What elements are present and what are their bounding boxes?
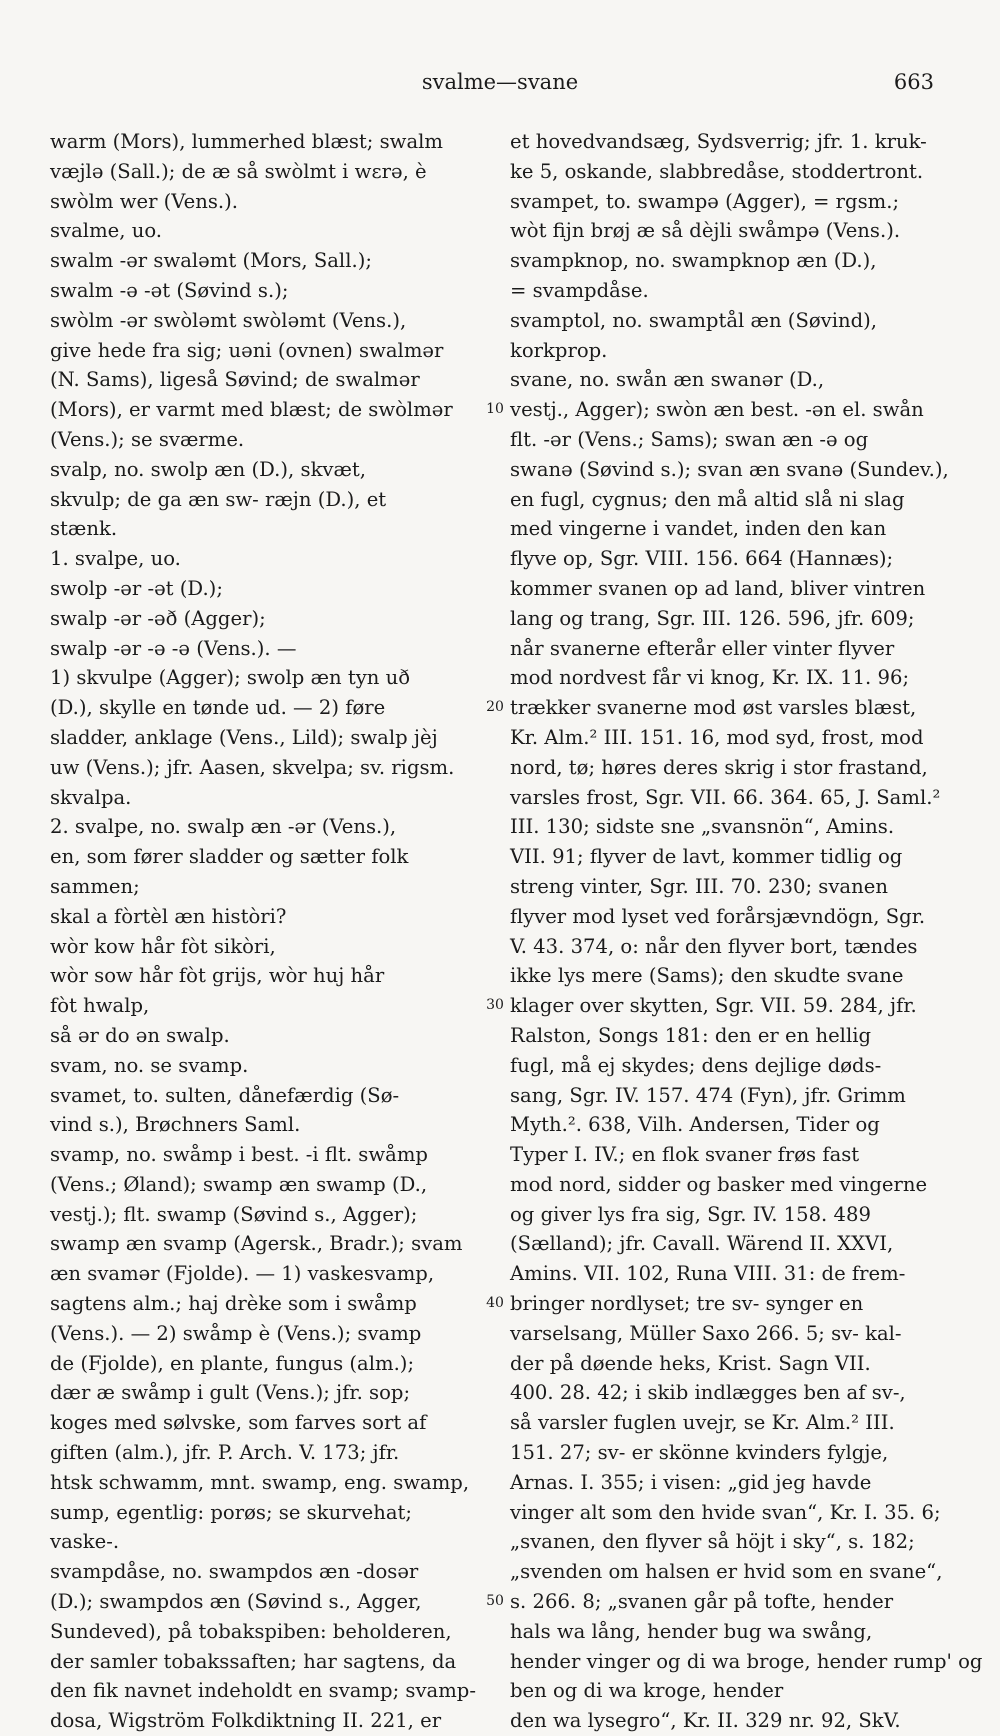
text-line: flyver mod lyset ved forårsjævndögn, Sgr. [510,904,926,928]
right-column [510,127,983,1736]
text-line: swalm -ər swaləmt (Mors, Sall.); [50,249,372,273]
text-line: skvulp; de ga æn sw- ræjn (D.), et [50,487,387,511]
text-line: ben og di wa kroge, hender [510,1679,784,1703]
text-line: swolp -ər -ət (D.); [50,576,223,600]
text-line: svampdåse, no. swampdos æn -dosər [50,1560,419,1584]
text-line: der på døende heks, Krist. Sagn VII. [510,1351,871,1375]
line-number: 50 [486,1593,504,1610]
text-line: sang, Sgr. IV. 157. 474 (Fyn), jfr. Grimm [510,1083,906,1107]
text-line: sagtens alm.; haj drèke som i swåmp [50,1292,417,1316]
text-line: skal a fòrtèl æn històri? [50,904,287,928]
text-line: så varsler fuglen uvejr, se Kr. Alm.² III. [510,1411,895,1435]
text-line: swalp -ər -əð (Agger); [50,606,266,630]
text-line: nord, tø; høres deres skrig i stor frastand, [510,755,928,779]
text-line: skvalpa. [50,785,132,809]
text-line: (Vens.; Øland); swamp æn swamp (D., [50,1172,428,1196]
text-line: swamp æn svamp (Agersk., Bradr.); svam [50,1232,463,1256]
text-line: lang og trang, Sgr. III. 126. 596, jfr. 609; [510,606,915,630]
text-line: flyve op, Sgr. VIII. 156. 664 (Hannæs); [510,547,894,571]
text-line: flt. -ər (Vens.; Sams); swan æn -ə og [510,427,869,451]
text-line: de (Fjolde), en plante, fungus (alm.); [50,1351,415,1375]
text-line: varsles frost, Sgr. VII. 66. 364. 65, J. Saml.² [510,785,941,809]
text-line: fugl, må ej skydes; dens dejlige døds- [510,1053,882,1077]
text-line: „svanen, den flyver så höjt i sky“, s. 182; [510,1530,915,1554]
text-line: htsk schwamm, mnt. swamp, eng. swamp, [50,1470,470,1494]
text-line: den fik navnet indeholdt en svamp; svamp- [50,1679,476,1703]
text-line: stænk. [50,517,118,541]
text-line: Sundeved), på tobakspiben: beholderen, [50,1619,452,1643]
text-line: (Vens.); se sværme. [50,427,245,451]
text-line: så ər do ən swalp. [50,1023,230,1047]
text-line: ke 5, oskande, slabbredåse, stoddertront. [510,159,924,183]
page-header [0,70,1000,100]
text-line: og giver lys fra sig, Sgr. IV. 158. 489 [510,1202,871,1226]
text-line: koges med sølvske, som farves sort af [50,1411,427,1435]
text-line: væjlə (Sall.); de æ så swòlmt i wɛrə, è [50,159,427,183]
text-line: streng vinter, Sgr. III. 70. 230; svanen [510,874,888,898]
text-line: (D.); swampdos æn (Søvind s., Agger, [50,1590,422,1614]
text-line: korkprop. [510,338,608,362]
text-line: mod nordvest får vi knog, Kr. IX. 11. 96; [510,666,910,690]
text-line: VII. 91; flyver de lavt, kommer tidlig og [510,845,903,869]
text-line: III. 130; sidste sne „svansnön“, Amins. [510,815,895,839]
text-line: fòt hwalp, [50,994,150,1018]
text-line: der samler tobakssaften; har sagtens, da [50,1649,457,1673]
text-line: hender vinger og di wa broge, hender rump' og [510,1649,983,1673]
text-line: hals wa lång, hender bug wa swång, [510,1619,873,1643]
text-line: klager over skytten, Sgr. VII. 59. 284, jfr. [510,994,917,1018]
line-number: 20 [486,699,504,716]
text-line: wòt fijn brøj æ så dèjli swåmpə (Vens.). [510,219,901,243]
text-line: Typer I. IV.; en flok svaner frøs fast [510,1143,860,1167]
text-line: Amins. VII. 102, Runa VIII. 31: de frem- [510,1262,906,1286]
text-line: dosa, Wigström Folkdiktning II. 221, er [50,1709,442,1733]
text-line: swalm -ə -ət (Søvind s.); [50,278,289,302]
text-line: svalme, uo. [50,219,163,243]
text-line: en fugl, cygnus; den må altid slå ni slag [510,487,905,511]
text-line: ikke lys mere (Sams); den skudte svane [510,964,904,988]
text-line: svamet, to. sulten, dånefærdig (Sø- [50,1083,400,1107]
page-number: 663 [893,70,934,94]
text-line: svamp, no. swåmp i best. -i flt. swåmp [50,1143,428,1167]
text-line: kommer svanen op ad land, bliver vintren [510,576,926,600]
text-line: sump, egentlig: porøs; se skurvehat; [50,1500,413,1524]
text-line: = svampdåse. [510,278,649,302]
text-line: trækker svanerne mod øst varsles blæst, [510,696,917,720]
text-line: 151. 27; sv- er skönne kvinders fylgje, [510,1441,889,1465]
text-line: vaske-. [50,1530,120,1554]
text-line: svamptol, no. swamptål æn (Søvind), [510,308,878,332]
text-line: 400. 28. 42; i skib indlægges ben af sv-, [510,1381,906,1405]
text-line: wòr kow hår fòt sikòri, [50,934,276,958]
text-line: wòr sow hår fòt grijs, wòr huj hår [50,964,385,988]
text-line: (Mors), er varmt med blæst; de swòlmər [50,398,453,422]
text-line: „svenden om halsen er hvid som en svane“, [510,1560,943,1584]
text-line: bringer nordlyset; tre sv- synger en [510,1292,864,1316]
text-line: svane, no. swån æn swanər (D., [510,368,825,392]
text-line: med vingerne i vandet, inden den kan [510,517,887,541]
text-line: s. 266. 8; „svanen går på tofte, hender [510,1590,894,1614]
text-line: når svanerne efterår eller vinter flyver [510,636,895,660]
text-line: Kr. Alm.² III. 151. 16, mod syd, frost, mod [510,725,924,749]
text-line: swòlm wer (Vens.). [50,189,239,213]
text-line: et hovedvandsæg, Sydsverrig; jfr. 1. kruk- [510,130,927,153]
text-line: swalp -ər -ə -ə (Vens.). — [50,636,297,660]
running-title: svalme—svane [421,70,579,94]
text-line: 1) skvulpe (Agger); swolp æn tyn uð [50,666,411,690]
text-line: giften (alm.), jfr. P. Arch. V. 173; jfr. [50,1441,400,1465]
text-line: svampknop, no. swampknop æn (D.), [510,249,877,273]
text-line: (Sælland); jfr. Cavall. Wärend II. XXVI, [510,1232,894,1256]
line-number: 40 [486,1295,504,1312]
text-line: svam, no. se svamp. [50,1053,249,1077]
text-line: vinger alt som den hvide svan“, Kr. I. 35. 6; [510,1500,941,1524]
text-line: V. 43. 374, o: når den flyver bort, tændes [510,934,918,958]
text-line: swanə (Søvind s.); svan æn svanə (Sundev.), [510,457,949,481]
text-line: uw (Vens.); jfr. Aasen, skvelpa; sv. rigsm. [50,755,455,779]
text-line: svalp, no. swolp æn (D.), skvæt, [50,457,367,481]
text-line: (N. Sams), ligeså Søvind; de swalmər [50,368,420,392]
text-line: æn svamər (Fjolde). — 1) vaskesvamp, [50,1262,435,1286]
text-line: swòlm -ər swòləmt swòləmt (Vens.), [50,308,407,332]
text-line: vind s.), Brøchners Saml. [50,1113,301,1137]
text-line: (D.), skylle en tønde ud. — 2) føre [50,696,386,720]
text-line: sammen; [50,874,140,898]
text-line: give hede fra sig; uəni (ovnen) swalmər [50,338,444,362]
text-line: Myth.². 638, Vilh. Andersen, Tider og [510,1113,880,1137]
text-line: 2. svalpe, no. swalp æn -ər (Vens.), [50,815,397,839]
text-line: dær æ swåmp i gult (Vens.); jfr. sop; [50,1381,411,1405]
text-line: mod nord, sidder og basker med vingerne [510,1172,928,1196]
text-line: sladder, anklage (Vens., Lild); swalp jèj [50,725,438,749]
text-line: svampet, to. swampə (Agger), = rgsm.; [510,189,900,213]
line-number: 10 [486,401,504,418]
text-line: warm (Mors), lummerhed blæst; swalm [50,130,443,153]
text-line: vestj., Agger); swòn æn best. -ən el. swån [510,398,924,422]
text-line: varselsang, Müller Saxo 266. 5; sv- kal- [510,1321,902,1345]
text-line: Ralston, Songs 181: den er en hellig [510,1023,872,1047]
text-line: en, som fører sladder og sætter folk [50,845,409,869]
line-number: 30 [486,997,504,1014]
text-line: vestj.); flt. swamp (Søvind s., Agger); [50,1202,418,1226]
text-line: 1. svalpe, uo. [50,547,181,571]
left-column [50,127,480,1736]
text-line: den wa lysegro“, Kr. II. 329 nr. 92, SkV. [510,1709,901,1733]
text-line: (Vens.). — 2) swåmp è (Vens.); svamp [50,1321,422,1345]
text-line: Arnas. I. 355; i visen: „gid jeg havde [510,1470,872,1494]
